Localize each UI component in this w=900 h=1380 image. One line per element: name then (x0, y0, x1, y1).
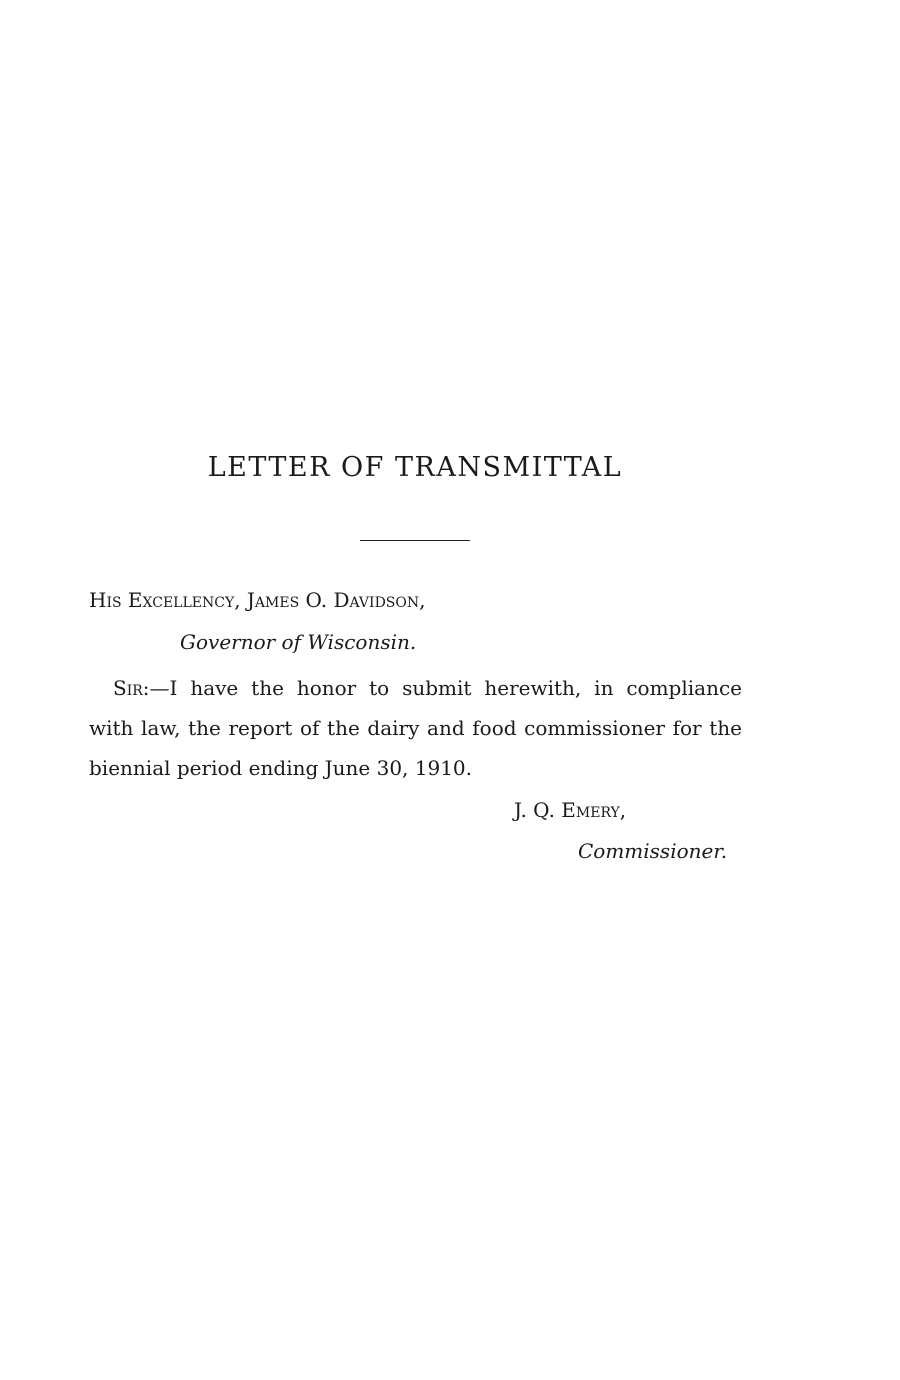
body-line-2: with law, the report of the dairy and food commissioner for the (89, 716, 742, 740)
title-divider (360, 540, 470, 541)
salutation: Sir: (113, 676, 150, 700)
addressee-title: Governor of Wisconsin. (180, 630, 417, 654)
letter-body (89, 668, 742, 788)
addressee: His Excellency, James O. Davidson, (89, 588, 426, 612)
page-title: LETTER OF TRANSMITTAL (207, 452, 623, 483)
signer-title: Commissioner. (578, 839, 728, 863)
body-line-3: biennial period ending June 30, 1910. (89, 756, 473, 780)
signer-name: J. Q. Emery, (514, 798, 627, 822)
body-line-1 (89, 668, 742, 708)
body-line-1-text: —I have the honor to submit herewith, in compliance (149, 676, 742, 700)
